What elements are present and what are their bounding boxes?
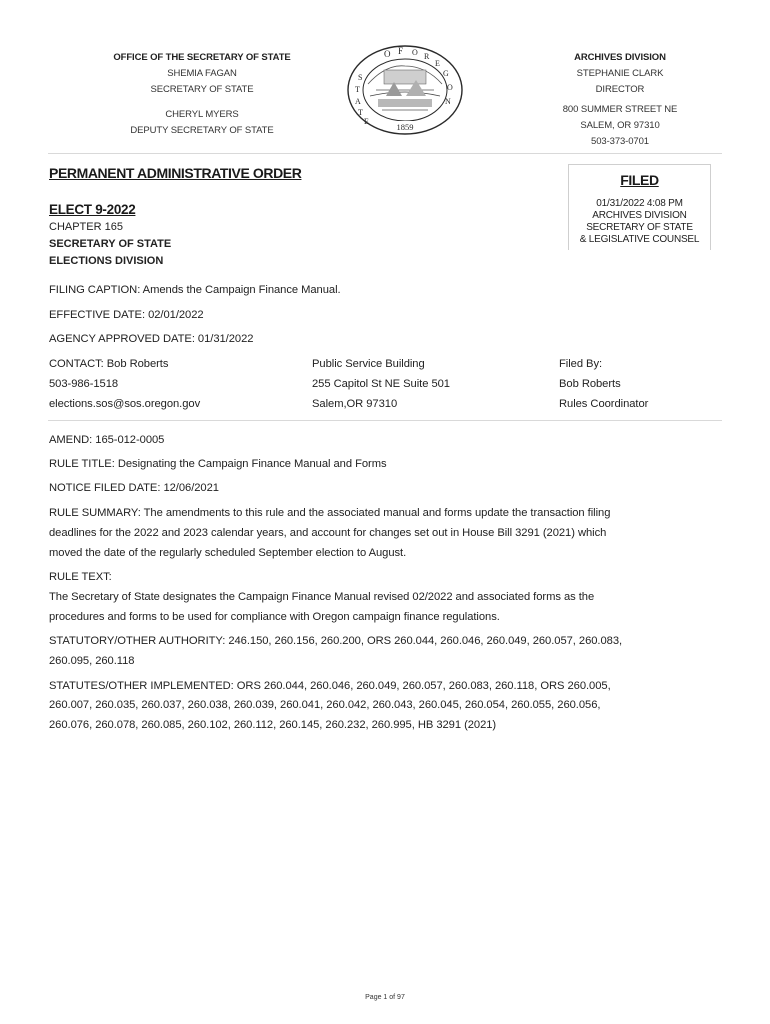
svg-text:E: E (435, 59, 440, 68)
archives-division-heading: ARCHIVES DIVISION (574, 52, 666, 63)
notice-filed-date: NOTICE FILED DATE: 12/06/2021 (49, 482, 219, 494)
order-id: ELECT 9-2022 (49, 202, 136, 217)
contact-email: elections.sos@sos.oregon.gov (49, 398, 201, 410)
svg-text:N: N (445, 97, 451, 106)
deputy-name: CHERYL MYERS (165, 109, 239, 120)
section-divider (48, 420, 722, 421)
filed-stamp-line2: SECRETARY OF STATE (586, 222, 693, 233)
page-number: Page 1 of 97 (365, 994, 405, 1001)
rule-title: RULE TITLE: Designating the Campaign Finance Manual and Forms (49, 458, 387, 470)
statutes-implemented-line: 260.076, 260.078, 260.085, 260.102, 260.112, 260.145, 260.232, 260.995, HB 3291 (2021) (49, 719, 497, 731)
secretary-name: SHEMIA FAGAN (167, 68, 237, 79)
svg-text:F: F (398, 46, 404, 56)
svg-text:O: O (412, 48, 418, 57)
contact-street: 255 Capitol St NE Suite 501 (312, 378, 450, 390)
filed-stamp-datetime: 01/31/2022 4:08 PM (596, 198, 683, 209)
svg-text:E: E (364, 117, 369, 126)
office-heading: OFFICE OF THE SECRETARY OF STATE (113, 52, 291, 63)
statutory-authority-line: 260.095, 260.118 (49, 655, 135, 667)
seal-year: 1859 (396, 122, 414, 132)
order-division: ELECTIONS DIVISION (49, 255, 164, 267)
svg-text:S: S (358, 73, 363, 82)
order-agency: SECRETARY OF STATE (49, 238, 172, 250)
agency-approved-date: AGENCY APPROVED DATE: 01/31/2022 (49, 333, 254, 345)
contact-building: Public Service Building (312, 358, 425, 370)
archives-phone: 503-373-0701 (591, 136, 649, 147)
filed-by-name: Bob Roberts (559, 378, 621, 390)
contact-phone: 503-986-1518 (49, 378, 119, 390)
order-chapter: CHAPTER 165 (49, 221, 123, 233)
rule-summary-line: RULE SUMMARY: The amendments to this rule and the associated manual and forms update the transaction filing (49, 507, 611, 519)
amend-rule: AMEND: 165-012-0005 (49, 434, 165, 446)
rule-text-line: The Secretary of State designates the Campaign Finance Manual revised 02/2022 and associated forms as the (49, 591, 595, 603)
header-divider (48, 153, 722, 154)
filed-stamp-title: FILED (620, 172, 659, 188)
director-title: DIRECTOR (595, 84, 645, 95)
rule-text-line: procedures and forms to be used for compliance with Oregon campaign finance regulations. (49, 611, 500, 623)
svg-text:T: T (358, 108, 363, 117)
contact-name: CONTACT: Bob Roberts (49, 358, 169, 370)
filed-stamp-line1: ARCHIVES DIVISION (592, 210, 687, 221)
svg-text:R: R (424, 52, 430, 61)
order-heading: PERMANENT ADMINISTRATIVE ORDER (49, 165, 302, 181)
effective-date: EFFECTIVE DATE: 02/01/2022 (49, 309, 204, 321)
statutes-implemented-line: 260.007, 260.035, 260.037, 260.038, 260.039, 260.041, 260.042, 260.043, 260.045, 260.054, 260.055, 260.056, (49, 699, 601, 711)
statutes-implemented-line: STATUTES/OTHER IMPLEMENTED: ORS 260.044, 260.046, 260.049, 260.057, 260.083, 260.118, ORS 260.005, (49, 680, 611, 692)
statutory-authority-line: STATUTORY/OTHER AUTHORITY: 246.150, 260.156, 260.200, ORS 260.044, 260.046, 260.049, 260.057, 260.083, (49, 635, 623, 647)
filed-stamp-line3: & LEGISLATIVE COUNSEL (579, 234, 700, 245)
contact-city: Salem,OR 97310 (312, 398, 398, 410)
svg-text:T: T (355, 85, 360, 94)
archives-address-street: 800 SUMMER STREET NE (562, 104, 678, 115)
rule-summary-line: deadlines for the 2022 and 2023 calendar years, and account for changes set out in House Bill 3291 (2021) which (49, 527, 607, 539)
filed-by-role: Rules Coordinator (559, 398, 649, 410)
svg-text:G: G (443, 69, 449, 78)
secretary-title: SECRETARY OF STATE (150, 84, 254, 95)
oregon-state-seal-icon (346, 44, 464, 136)
filing-caption: FILING CAPTION: Amends the Campaign Finance Manual. (49, 284, 341, 296)
deputy-title: DEPUTY SECRETARY OF STATE (130, 125, 274, 136)
svg-text:O: O (447, 83, 453, 92)
rule-text-label: RULE TEXT: (49, 571, 112, 583)
svg-text:A: A (355, 97, 361, 106)
rule-summary-line: moved the date of the regularly scheduled September election to August. (49, 547, 407, 559)
svg-text:O: O (384, 49, 391, 59)
archives-address-city: SALEM, OR 97310 (580, 120, 660, 131)
director-name: STEPHANIE CLARK (576, 68, 664, 79)
filed-by-label: Filed By: (559, 358, 603, 370)
